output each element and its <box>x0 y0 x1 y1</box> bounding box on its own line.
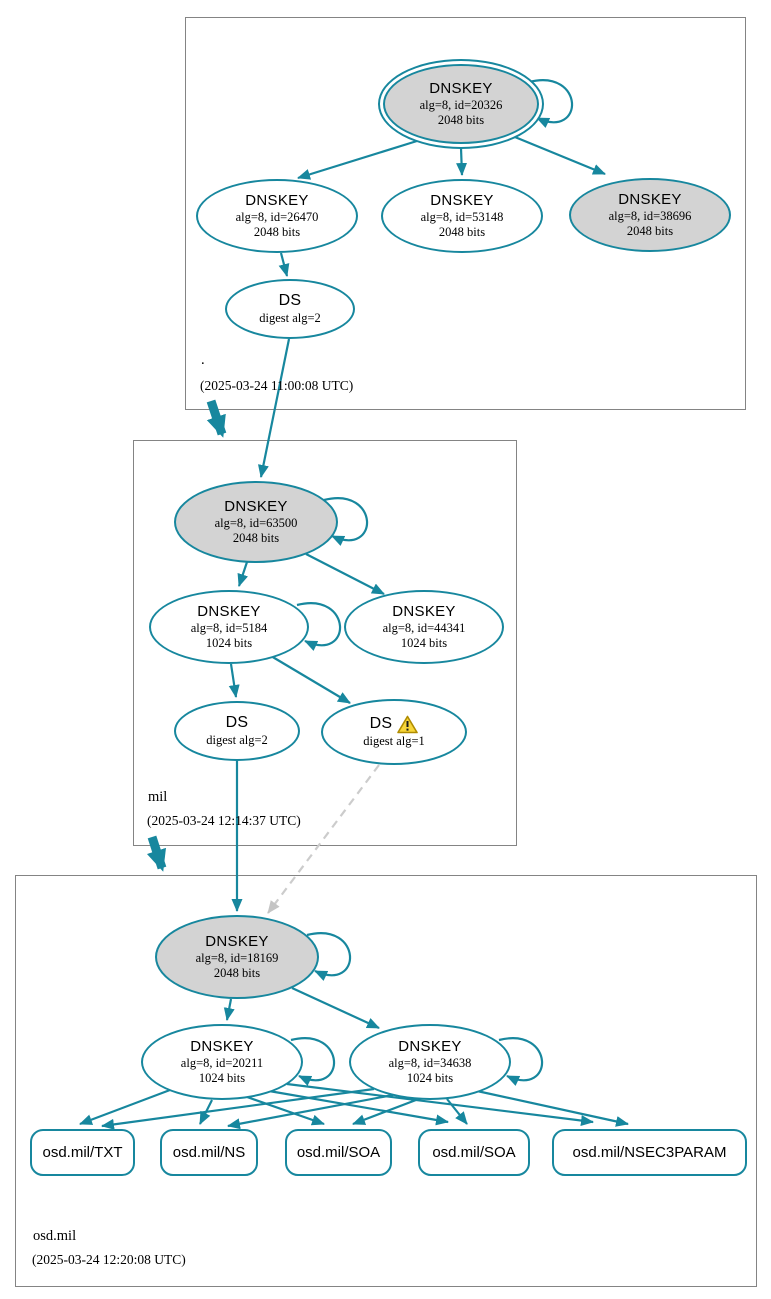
node-bits: 1024 bits <box>406 1070 454 1085</box>
node-digest: digest alg=2 <box>259 311 321 326</box>
node-digest: digest alg=2 <box>206 733 268 748</box>
node-title: DNSKEY <box>392 603 456 621</box>
node-title: DNSKEY <box>398 1038 462 1056</box>
node-alg-id: alg=8, id=20211 <box>180 1056 264 1071</box>
rrset-label: osd.mil/NSEC3PARAM <box>572 1144 727 1161</box>
node-alg-id: alg=8, id=18169 <box>195 951 279 966</box>
node-alg-id: alg=8, id=20326 <box>419 98 503 113</box>
ds-root-node <box>225 279 355 339</box>
node-bits: 1024 bits <box>198 1070 246 1085</box>
node-title: DNSKEY <box>205 933 269 951</box>
node-title: DS <box>278 292 302 310</box>
node-bits: 2048 bits <box>213 965 261 980</box>
node-bits: 2048 bits <box>626 223 674 238</box>
rrset-label: osd.mil/SOA <box>296 1144 381 1161</box>
node-title: DNSKEY <box>618 191 682 209</box>
node-bits: 2048 bits <box>253 224 301 239</box>
node-alg-id: alg=8, id=53148 <box>420 210 504 225</box>
dnskey-ksk-20326-node <box>378 59 544 149</box>
zone-label-osd-mil: osd.mil <box>33 1228 77 1244</box>
zone-timestamp-osd-mil: (2025-03-24 12:20:08 UTC) <box>32 1252 186 1267</box>
node-bits: 1024 bits <box>400 635 448 650</box>
ds-mil-alg2-node <box>174 701 300 761</box>
rrset-label: osd.mil/TXT <box>42 1144 123 1161</box>
node-title: DS <box>225 714 249 732</box>
node-title: DNSKEY <box>245 192 309 210</box>
node-title: DNSKEY <box>429 80 493 98</box>
node-title: DNSKEY <box>430 192 494 210</box>
dnskey-5184-node <box>149 590 309 664</box>
rrset-osd-mil-txt <box>30 1129 135 1176</box>
dnskey-38696-node <box>569 178 731 252</box>
node-title: DNSKEY <box>190 1038 254 1056</box>
rrset-osd-mil-ns <box>160 1129 258 1176</box>
node-alg-id: alg=8, id=34638 <box>388 1056 472 1071</box>
node-bits: 2048 bits <box>437 112 485 127</box>
zone-timestamp-root: (2025-03-24 11:00:08 UTC) <box>200 378 354 393</box>
node-title: DNSKEY <box>224 498 288 516</box>
dnskey-44341-node <box>344 590 504 664</box>
node-alg-id: alg=8, id=5184 <box>190 621 268 636</box>
rrset-osd-mil-soa-2 <box>418 1129 530 1176</box>
node-bits: 1024 bits <box>205 635 253 650</box>
node-title: DNSKEY <box>197 603 261 621</box>
dnskey-53148-node <box>381 179 543 253</box>
rrset-label: osd.mil/SOA <box>432 1144 516 1161</box>
zone-label-root: . <box>201 352 205 368</box>
warning-icon <box>397 715 418 734</box>
node-bits: 2048 bits <box>232 530 280 545</box>
node-alg-id: alg=8, id=44341 <box>382 621 466 636</box>
node-title: DS <box>369 715 393 733</box>
rrset-osd-mil-soa-1 <box>285 1129 392 1176</box>
rrset-osd-mil-nsec3param <box>552 1129 747 1176</box>
rrset-label: osd.mil/NS <box>172 1144 246 1161</box>
dnskey-34638-node <box>349 1024 511 1100</box>
dnskey-ksk-63500-node <box>174 481 338 563</box>
dnskey-26470-node <box>196 179 358 253</box>
node-bits: 2048 bits <box>438 224 486 239</box>
ds-mil-alg1-node <box>321 699 467 765</box>
node-alg-id: alg=8, id=63500 <box>214 516 298 531</box>
dnskey-ksk-18169-node <box>155 915 319 999</box>
zone-label-mil: mil <box>148 789 168 805</box>
node-digest: digest alg=1 <box>363 734 425 749</box>
dnskey-20211-node <box>141 1024 303 1100</box>
node-alg-id: alg=8, id=38696 <box>608 209 692 224</box>
node-alg-id: alg=8, id=26470 <box>235 210 319 225</box>
zone-timestamp-mil: (2025-03-24 12:14:37 UTC) <box>147 813 301 828</box>
